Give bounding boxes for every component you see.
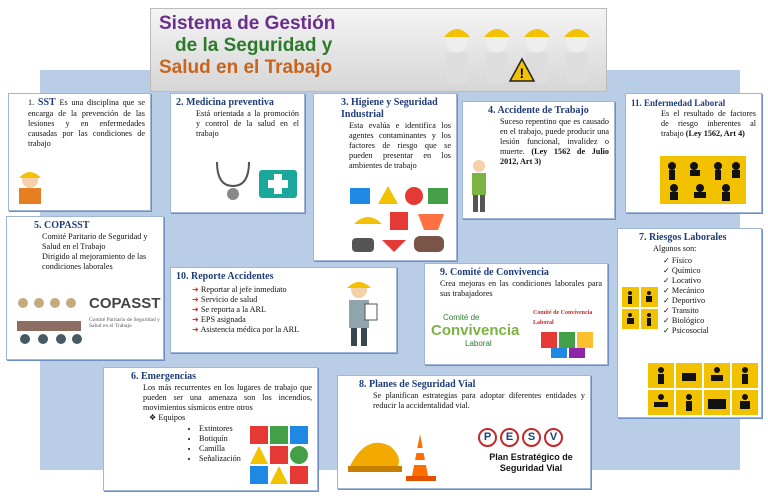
pesv-letter: E [500,428,519,447]
worker-helmet-icon [13,166,47,204]
riesgo-item: ✓ Locativo [663,276,756,286]
pesv-letter: P [478,428,497,447]
convivencia-logo-b: Convivencia [431,322,520,339]
medical-kit-icon [211,156,301,202]
sst-heading: SST [37,97,56,108]
card-copasst [6,216,164,360]
riesgo-item: ✓ Transito [663,306,756,316]
title-line-2: de la Seguridad y [175,35,333,56]
medicina-heading: 2. Medicina preventiva [176,97,274,108]
safety-equipment-icon [348,184,452,256]
pesv-letter: S [522,428,541,447]
medicina-text: Está orientada a la promoción y control de la salud en el trabajo [196,109,299,138]
riesgo-item: ✓ Deportivo [663,296,756,306]
accidente-ref: (Ley 1562 de Julio 2012, Art 3) [500,147,609,166]
card-medicina-preventiva [170,93,305,213]
title-banner [150,8,607,92]
equipo-item: • Camilla [199,444,312,454]
riesgos-intro: Algunos son: [653,244,697,253]
card-emergencias [103,367,318,491]
card-accidente-trabajo [462,101,615,219]
hazard-signs-icon [622,287,658,331]
accidente-text: Suceso repentino que es causado en el trabajo, puede producir una lesión funcional, invalidez o muerte. [500,117,609,156]
card-planes-seguridad-vial [337,375,591,489]
convivencia-logo [431,312,519,349]
injured-worker-icon [465,158,493,214]
emergencias-sub: ❖ Equipos [149,413,186,422]
pesv-subtitle [476,452,586,474]
copasst-logo: COPASST [89,295,161,312]
title-line-3: Salud en el Trabajo [159,57,333,78]
emergencias-sub-label: Equipos [158,413,186,422]
convivencia-text: Crea mejoras en las condiciones laborales para sus trabajadores [440,279,602,298]
convivencia-logo-c: Laboral [465,339,492,348]
traffic-cone-helmet-icon [346,426,442,482]
reporte-heading: 10. Reporte Accidentes [176,271,274,282]
riesgo-item: ✓ Biológico [663,316,756,326]
card-comite-convivencia [424,263,608,365]
hazard-grid-icon [648,363,758,415]
convivencia-logo-2: Comité de Convivencia Laboral [533,310,593,326]
equipo-item: • Señalización [199,454,312,464]
planes-heading: 8. Planes de Seguridad Vial [359,379,476,390]
title-line-1: Sistema de Gestión [159,13,336,34]
copasst-heading: 5. COPASST [34,220,90,231]
riesgo-item: ✓ Químico [663,266,756,276]
riesgos-heading: 7. Riesgos Laborales [639,232,727,243]
riesgo-item: ✓ Mecánico [663,286,756,296]
enfermedad-heading: 11. Enfermedad Laboral [631,98,726,108]
sst-number: 1. [28,98,35,107]
equipo-item: • Extintores [199,424,312,434]
riesgos-list [663,256,756,336]
enfermedad-ref: (Ley 1562, Art 4) [685,129,745,138]
planes-text: Se planifican estrategias para adoptar diferentes entidades y reducir la accidentalidad vial. [373,391,585,410]
convivencia-logo-a: Comité de [443,313,480,322]
page-title [159,13,335,79]
enfermedad-text: Es el resultado de factores de riesgo inherentes al trabajo [661,109,756,138]
convivencia-heading: 9. Comité de Convivencia [440,267,549,278]
pesv-sub-1: Plan Estratégico de [489,452,573,462]
reporte-item: ➜ Servicio de salud [192,295,391,305]
copasst-line-2: Dirigido al mejoramiento de las condiciones laborales [42,252,147,271]
worker-clipboard-icon [337,278,383,348]
accidente-heading: 4. Accidente de Trabajo [488,105,589,116]
sst-body [28,97,145,149]
sst-text: Es una disciplina que se encarga de la prevención de las lesiones y en enfermedades causadas por las condiciones de trabajo [28,98,145,148]
pesv-letter: V [544,428,563,447]
higiene-heading: 3. Higiene y Seguridad Industrial [341,97,438,120]
reporte-item: ➜ EPS asignada [192,315,391,325]
emergencias-text: Los más recurrentes en los lugares de trabajo que pueden ser una amenaza son los incendios, movimientos sísmicos entre otros [143,383,312,412]
card-riesgos-laborales [617,228,762,418]
pesv-logo [478,428,563,447]
reporte-item: ➜ Reportar al jefe inmediato [192,285,391,295]
copasst-logo-sub: Comité Paritario de Seguridad y Salud en el Trabajo [89,317,160,329]
puzzle-people-icon [537,318,597,360]
pesv-sub-2: Seguridad Vial [499,463,563,473]
card-enfermedad-laboral [625,93,762,213]
construction-workers-icon [432,13,602,87]
card-sst [8,93,151,211]
meeting-people-icon [13,295,85,353]
reporte-item: ➜ Asistencia médica por la ARL [192,325,391,335]
emergency-signs-icon [250,426,310,486]
emergencias-heading: 6. Emergencias [131,371,196,382]
reporte-item: ➜ Se reporta a la ARL [192,305,391,315]
higiene-text: Esta evalúa e identifica los agentes contaminantes y los factores de riesgo que se pueden presentar en los ambientes de trabajo [349,121,451,170]
illness-pictograms-icon [660,156,746,204]
copasst-line-1: Comité Paritario de Seguridad y Salud en el Trabajo [42,232,148,251]
equipo-item: • Botiquín [199,434,312,444]
card-reporte-accidentes [170,267,397,353]
card-higiene-seguridad [313,93,457,261]
riesgo-item: ✓ Físico [663,256,756,266]
svg-text:!: ! [519,65,525,81]
riesgo-item: ✓ Psicosocial [663,326,756,336]
